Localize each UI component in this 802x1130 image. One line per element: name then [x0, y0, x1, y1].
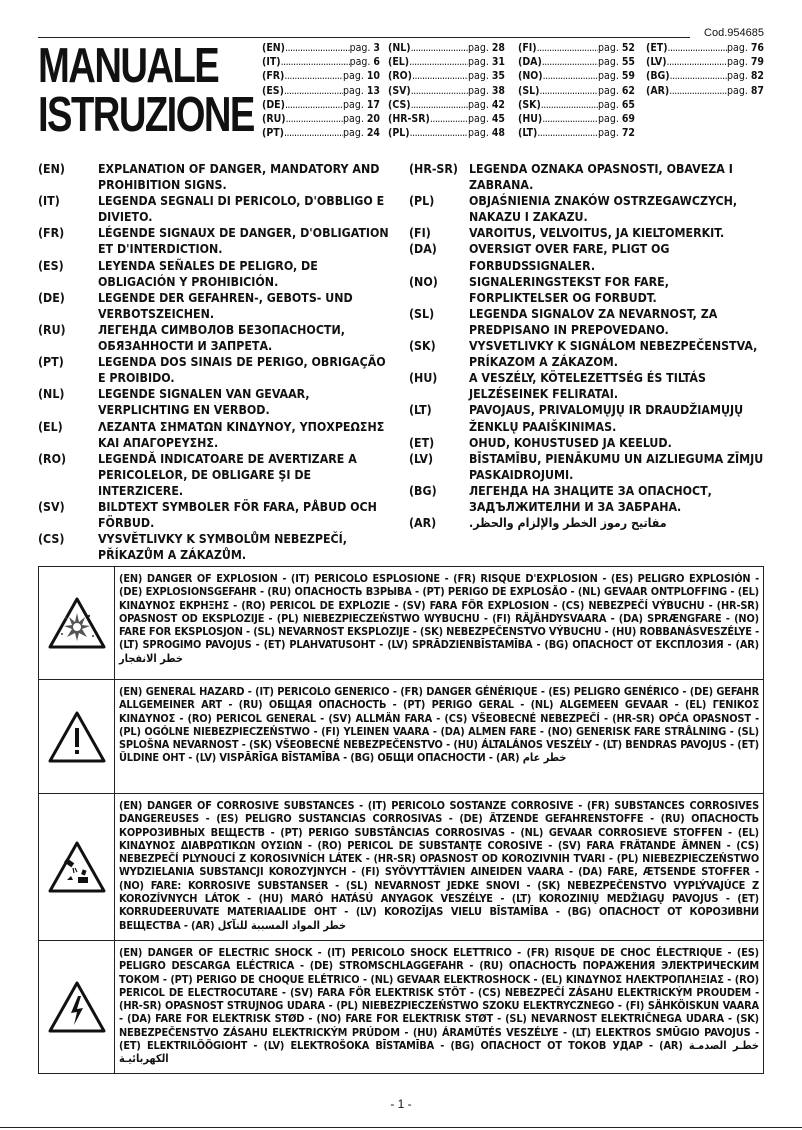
- legend-item: [409, 338, 764, 370]
- legend-text: LEGENDA SIGNALOV ZA NEVARNOST, ZA PREDPISANO IN PREPOVEDANO.: [469, 306, 718, 337]
- legend-text: A VESZÉLY, KÖTELEZETTSÉG ÉS TILTÁS JELZÉSEINEK FELIRATAI.: [469, 371, 706, 402]
- toc-language-code: (PT): [262, 127, 284, 140]
- toc-column: [646, 41, 764, 98]
- toc-entry: [518, 112, 635, 126]
- explosion-icon: [39, 567, 115, 679]
- toc-leader-dots: [542, 112, 598, 126]
- toc-page-label: pag.: [468, 113, 489, 126]
- toc-page-ref: [350, 55, 380, 69]
- legend-language-code: (FI): [409, 226, 431, 241]
- legend-language-code: (PL): [409, 194, 435, 209]
- warning-text-corrosive: (EN) DANGER OF CORROSIVE SUBSTANCES - (IT) PERICOLO SOSTANZE CORROSIVE - (FR) SUBSTANCES CORROSIVES DANGEREUSES - (ES) PELIGRO SUSTANCIAS CORROSIVAS - (DE) ÄTZENDE GEFAHRENSTOFFE - (RU) ОПАСНОСТЬ КОРРОЗИВНЫХ ВЕЩЕСТВ - (PT) PERIGO SUBSTÂNCIAS CORROSIVAS - (NL) GEVAAR CORROSIEVE STOFFEN - (EL) ΚΙΝΔΥΝΟΣ ΔΙΑΒΡΩΤΙΚΩΝ ΟΥΣΙΩΝ - (RO) PERICOL DE SUBSTANŢE COROSIVE - (SV) FARA FRÄTANDE ÄMNEN - (CS) NEBEZPEČÍ PLYNOUCÍ Z KOROSIVNÍCH LÁTEK - (HR-SR) OPASNOST OD KOROZIVNIH TVARI - (PL) NIEBEZPIECZEŃSTWO WYDZIELANIA SUBSTANCJI KOROZYJNYCH - (FI) SYÖVYTTÄVIEN AINEIDEN VAARA - (DA) FARE, ÆTSENDE STOFFER - (NO) FARE: KORROSIVE SUBSTANSER - (SL) NEVARNOST JEDKE SNOVI - (SK) NEBEZPEČENSTVO VYPLÝVAJÚCE Z KOROZÍVNYCH LÁTOK - (HU) MARÓ HATÁSÚ ANYAGOK VESZÉLYE - (LT) KOROZINIŲ MEDŽIAGŲ PAVOJUS - (ET) KORRUDEERUVATE MATERIAALIDE OHT - (LV) KOROZĪJAS VIELU BĪSTAMĪBA - (BG) ОПАСНОСТ ОТ КОРОЗИВНИ ВЕЩЕСТВА - (AR) خطر المواد المسببة للتآكل: [119, 799, 759, 932]
- toc-page-ref: [468, 112, 505, 126]
- toc-page-label: pag.: [598, 84, 619, 97]
- toc-language-code: (IT): [262, 56, 281, 69]
- toc-page-number: 24: [366, 127, 380, 140]
- toc-page-ref: [468, 69, 505, 83]
- toc-language-code: (SL): [518, 84, 540, 97]
- toc-page-number: 35: [491, 70, 505, 83]
- legend-item: [38, 531, 393, 563]
- toc-page-label: pag.: [468, 42, 489, 54]
- legend-text: PAVOJAUS, PRIVALOMŲJŲ IR DRAUDŽIAMŲJŲ ŽENKLŲ PAAIŠKINIMAS.: [469, 403, 744, 434]
- toc-page-label: pag.: [468, 84, 489, 97]
- legend-text: LEGENDA SEGNALI DI PERICOLO, D'OBBLIGO E DIVIETO.: [98, 194, 385, 225]
- toc-language-code: (BG): [646, 70, 670, 83]
- toc-language-code: (HR-SR): [388, 113, 430, 126]
- legend-language-code: (SL): [409, 306, 435, 321]
- toc-page-label: pag.: [598, 113, 619, 126]
- legend-language-code: (NL): [38, 387, 65, 402]
- legend-language-code: (HU): [409, 371, 438, 386]
- legend-text: ЛЕГЕНДА СИМВОЛОВ БЕЗОПАСНОСТИ, ОБЯЗАННОСТИ И ЗАПРЕТА.: [98, 322, 345, 354]
- warning-signs-table: [38, 566, 764, 1074]
- toc-page-label: pag.: [598, 127, 619, 140]
- toc-page-label: pag.: [727, 70, 748, 83]
- toc-entry: [518, 41, 635, 55]
- toc-page-number: 28: [491, 42, 505, 54]
- legend-item: [409, 370, 764, 402]
- toc-entry: [262, 112, 380, 126]
- legend-item: [38, 161, 393, 193]
- toc-entry: [388, 112, 505, 126]
- toc-entry: [518, 126, 635, 140]
- toc-column: [518, 41, 635, 140]
- toc-page-number: 48: [491, 127, 505, 140]
- toc-language-code: (EL): [388, 56, 410, 69]
- toc-leader-dots: [286, 112, 343, 126]
- toc-page-number: 13: [366, 84, 380, 97]
- toc-entry: [262, 126, 380, 140]
- legend-text: BILDTEXT SYMBOLER FÖR FARA, PÅBUD OCH FÖRBUD.: [98, 499, 377, 531]
- toc-page-number: 59: [621, 70, 635, 83]
- toc-entry: [262, 98, 380, 112]
- toc-entry: [388, 41, 505, 55]
- toc-leader-dots: [542, 55, 598, 69]
- toc-page-ref: [468, 98, 505, 112]
- toc-entry: [518, 98, 635, 112]
- toc-page-ref: [598, 112, 635, 126]
- legend-item: [38, 290, 393, 322]
- toc-leader-dots: [669, 84, 727, 98]
- legend-item: [38, 322, 393, 354]
- legend-text: ΛΕΖΑΝΤΑ ΣΗΜΑΤΩΝ ΚΙΝΔΥΝΟΥ, ΥΠΟΧΡΕΩΣΗΣ ΚΑΙ ΑΠΑΓΟΡΕΥΣΗΣ.: [98, 419, 385, 450]
- toc-page-label: pag.: [343, 127, 364, 140]
- legend-language-code: (BG): [409, 483, 437, 498]
- toc-page-label: pag.: [468, 56, 489, 69]
- toc-entry: [518, 84, 635, 98]
- legend-item: [38, 193, 393, 225]
- toc-language-code: (RO): [388, 70, 412, 83]
- legend-text: OVERSIGT OVER FARE, PLIGT OG FORBUDSSIGNALER.: [469, 242, 670, 273]
- toc-page-ref: [598, 98, 635, 112]
- toc-page-number: 31: [491, 56, 505, 69]
- warning-text-explosion: (EN) DANGER OF EXPLOSION - (IT) PERICOLO ESPLOSIONE - (FR) RISQUE D'EXPLOSION - (ES) PELIGRO EXPLOSIÓN - (DE) EXPLOSIONSGEFAHR - (RU) ОПАСНОСТЬ ВЗРЫВА - (PT) PERIGO DE EXPLOSÃO - (NL) GEVAAR ONTPLOFFING - (EL) ΚΙΝΔΥΝΟΣ ΕΚΡΗΞΗΣ - (RO) PERICOL DE EXPLOZIE - (SV) FARA FÖR EXPLOSION - (CS) NEBEZPEČÍ VÝBUCHU - (HR-SR) OPASNOST OD EKSPLOZIJE - (PL) NIEBEZPIECZEŃSTWO WYBUCHU - (FI) RÄJÄHDYSVAARA - (DA) SPRÆNGFARE - (NO) FARE FOR EKSPLOSJON - (SL) NEVARNOST EKSPLOZIJE - (SK) NEBEZPEČENSTVO VÝBUCHU - (HU) ROBBANÁSVESZÉLYE - (LT) SPROGIMO PAVOJUS - (ET) PLAHVATUSOHT - (LV) SPRĀDZIENBĪSTAMĪBA - (BG) ОПАСНОСТ ОТ ЕКСПЛОЗИЯ - (AR) خطر الانفجار: [119, 572, 759, 665]
- toc-page-label: pag.: [468, 98, 489, 111]
- legend-text: LÉGENDE SIGNAUX DE DANGER, D'OBLIGATION ET D'INTERDICTION.: [98, 226, 389, 257]
- legend-item: [38, 225, 393, 257]
- legend-language-code: (DA): [409, 242, 437, 257]
- toc-page-number: 20: [366, 113, 380, 126]
- legend-language-code: (ET): [409, 435, 435, 450]
- toc-entry: [262, 55, 380, 69]
- toc-language-code: (DA): [518, 56, 542, 69]
- legend-text: EXPLANATION OF DANGER, MANDATORY AND PROHIBITION SIGNS.: [98, 162, 380, 193]
- toc-page-number: 3: [373, 42, 380, 54]
- toc-page-number: 72: [621, 127, 635, 140]
- title-line-2: ISTRUZIONE: [38, 88, 254, 142]
- toc-language-code: (PL): [388, 127, 410, 140]
- toc-page-number: 55: [621, 56, 635, 69]
- toc-leader-dots: [430, 112, 468, 126]
- toc-page-number: 69: [621, 113, 635, 126]
- legend-text: BĪSTAMĪBU, PIENĀKUMU UN AIZLIEGUMA ZĪMJU PASKAIDROJUMI.: [469, 451, 764, 482]
- toc-leader-dots: [668, 41, 728, 55]
- toc-page-number: 82: [750, 70, 764, 83]
- toc-leader-dots: [285, 98, 343, 112]
- toc-entry: [388, 126, 505, 140]
- toc-leader-dots: [411, 84, 468, 98]
- toc-page-label: pag.: [727, 56, 748, 69]
- toc-page-label: pag.: [343, 84, 364, 97]
- toc-leader-dots: [284, 84, 343, 98]
- legend-item: [38, 451, 393, 499]
- toc-language-code: (DE): [262, 98, 285, 111]
- toc-page-number: 65: [621, 98, 635, 111]
- legend-language-code: (DE): [38, 290, 65, 305]
- product-code: Cod.954685: [704, 27, 764, 39]
- legend-language-code: (ES): [38, 258, 64, 273]
- toc-page-ref: [343, 98, 380, 112]
- toc-page-label: pag.: [343, 98, 364, 111]
- legend-text: VAROITUS, VELVOITUS, JA KIELTOMERKIT.: [469, 226, 725, 241]
- toc-leader-dots: [412, 69, 468, 83]
- toc-language-code: (CS): [388, 98, 411, 111]
- legend-item: [409, 274, 764, 306]
- toc-page-number: 42: [491, 98, 505, 111]
- legend-language-code: (EL): [38, 419, 63, 434]
- legend-item: [409, 161, 764, 193]
- toc-page-label: pag.: [727, 84, 748, 97]
- legend-item: [409, 402, 764, 434]
- legend-text: مفاتيح رموز الخطر والإلزام والحظر.: [469, 516, 667, 531]
- toc-page-number: 79: [750, 56, 764, 69]
- toc-page-ref: [598, 41, 635, 55]
- toc-page-label: pag.: [598, 42, 619, 54]
- toc-page-number: 6: [373, 56, 380, 69]
- toc-entry: [646, 84, 764, 98]
- toc-language-code: (NL): [388, 42, 411, 54]
- toc-entry: [262, 41, 380, 55]
- legend-text: LEYENDA SEÑALES DE PELIGRO, DE OBLIGACIÓN Y PROHIBICIÓN.: [98, 258, 318, 289]
- toc-page-ref: [343, 84, 380, 98]
- toc-page-ref: [727, 55, 764, 69]
- toc-page-number: 52: [621, 42, 635, 54]
- toc-entry: [388, 98, 505, 112]
- toc-page-number: 76: [750, 42, 764, 54]
- toc-leader-dots: [537, 41, 598, 55]
- toc-leader-dots: [539, 84, 598, 98]
- toc-page-label: pag.: [727, 42, 748, 54]
- toc-page-label: pag.: [468, 70, 489, 83]
- legend-item: [38, 419, 393, 451]
- toc-language-code: (RU): [262, 113, 286, 126]
- toc-entry: [388, 55, 505, 69]
- legend-language-code: (FR): [38, 226, 65, 241]
- title-line-1: MANUALE: [38, 39, 219, 93]
- legend-text: LEGENDE SIGNALEN VAN GEVAAR, VERPLICHTING EN VERBOD.: [98, 387, 310, 418]
- legend-language-code: (AR): [409, 516, 437, 531]
- toc-entry: [262, 84, 380, 98]
- legend-item: [38, 499, 393, 531]
- toc-page-ref: [727, 84, 764, 98]
- toc-page-label: pag.: [349, 56, 371, 69]
- legend-language-code: (IT): [38, 194, 60, 209]
- toc-language-code: (SV): [388, 84, 411, 97]
- legend-text: SIGNALERINGSTEKST FOR FARE, FORPLIKTELSER OG FORBUDT.: [469, 274, 669, 305]
- toc-language-code: (HU): [518, 113, 543, 126]
- toc-page-ref: [727, 41, 764, 55]
- legend-language-code: (LV): [409, 451, 434, 466]
- legend-item: [38, 354, 393, 386]
- toc-entry: [388, 69, 505, 83]
- toc-page-ref: [727, 69, 764, 83]
- legend-item: [38, 258, 393, 290]
- toc-leader-dots: [543, 69, 598, 83]
- toc-page-ref: [343, 69, 380, 83]
- toc-language-code: (LV): [646, 56, 667, 69]
- toc-page-label: pag.: [468, 127, 489, 140]
- toc-language-code: (AR): [646, 84, 670, 97]
- toc-page-ref: [468, 55, 505, 69]
- toc-language-code: (ET): [646, 42, 668, 54]
- toc-entry: [518, 55, 635, 69]
- toc-language-code: (SK): [518, 98, 541, 111]
- legend-item: [409, 193, 764, 225]
- legend-item: [38, 386, 393, 418]
- legend-item: [409, 483, 764, 515]
- toc-leader-dots: [411, 41, 468, 55]
- toc-leader-dots: [285, 41, 350, 55]
- toc-leader-dots: [537, 126, 598, 140]
- legend-left-column: [38, 161, 393, 563]
- toc-column: [388, 41, 505, 140]
- warning-text-electric: (EN) DANGER OF ELECTRIC SHOCK - (IT) PERICOLO SHOCK ELETTRICO - (FR) RISQUE DE CHOC ÉLECTRIQUE - (ES) PELIGRO DESCARGA ELÉCTRICA - (DE) STROMSCHLAGGEFAHR - (RU) ОПАСНОСТЬ ПОРАЖЕНИЯ ЭЛЕКТРИЧЕСКИМ ТОКОМ - (PT) PERIGO DE CHOQUE ELÉTRICO - (NL) GEVAAR ELEKTROSHOCK - (EL) ΚΙΝΔΥΝΟΣ ΗΛΕΚΤΡΟΠΛΗΞΙΑΣ - (RO) PERICOL DE ELECTROCUTARE - (SV) FARA FÖR ELEKTRISK STÖT - (CS) NEBEZPEČÍ ZÁSAHU ELEKTRICKÝM PROUDEM - (HR-SR) OPASNOST STRUJNOG UDARA - (PL) NIEBEZPIECZEŃSTWO SZOKU ELEKTRYCZNEGO - (FI) SÄHKÖISKUN VAARA - (DA) FARE FOR ELEKTRISK STØD - (NO) FARE FOR ELEKTRISK STØT - (SL) NEVARNOST ELEKTRIČNEGA UDARA - (SK) NEBEZPEČENSTVO ZÁSAHU ELEKTRICKÝM PRÚDOM - (HU) ÁRAMÜTÉS VESZÉLYE - (LT) ELEKTROS SMŪGIO PAVOJUS - (ET) ELEKTRILÖÖGIOHT - (LV) ELEKTROŠOKA BĪSTAMĪBA - (BG) ОПАСНОСТ ОТ ТОКОВ УДАР - (AR) خطـر الصدمـة الكهربائيـة: [119, 946, 759, 1066]
- warning-row-electric: [39, 941, 763, 1073]
- warning-row-corrosive: [39, 794, 763, 941]
- legend-text: LEGENDE DER GEFAHREN-, GEBOTS- UND VERBOTSZEICHEN.: [98, 290, 353, 321]
- legend-language-code: (RO): [38, 451, 67, 466]
- legend-language-code: (CS): [38, 532, 65, 547]
- toc-leader-dots: [281, 55, 350, 69]
- toc-page-number: 10: [366, 70, 380, 83]
- toc-leader-dots: [409, 55, 468, 69]
- toc-entry: [262, 69, 380, 83]
- corrosive-icon: [39, 794, 115, 940]
- toc-page-label: pag.: [343, 113, 364, 126]
- toc-page-number: 45: [491, 113, 505, 126]
- toc-leader-dots: [410, 126, 468, 140]
- legend-right-column: [409, 161, 764, 531]
- toc-page-ref: [598, 126, 635, 140]
- toc-page-number: 38: [491, 84, 505, 97]
- electric-shock-icon: [39, 941, 115, 1073]
- toc-language-code: (LT): [518, 127, 538, 140]
- toc-entry: [646, 55, 764, 69]
- toc-entry: [646, 69, 764, 83]
- legend-item: [409, 241, 764, 273]
- toc-language-code: (NO): [518, 70, 543, 83]
- toc-page-label: pag.: [598, 56, 619, 69]
- toc-page-ref: [468, 41, 505, 55]
- toc-page-ref: [598, 69, 635, 83]
- legend-item: [409, 451, 764, 483]
- legend-text: LEGENDĂ INDICATOARE DE AVERTIZARE A PERICOLELOR, DE OBLIGARE ŞI DE INTERZICERE.: [98, 451, 357, 498]
- toc-column: [262, 41, 380, 140]
- bottom-edge-rule: [0, 1127, 802, 1128]
- legend-text: VYSVĚTLIVKY K SYMBOLŮM NEBEZPEČÍ, PŘÍKAZŮM A ZÁKAZŮM.: [98, 532, 347, 563]
- toc-page-number: 87: [750, 84, 764, 97]
- toc-page-label: pag.: [598, 98, 619, 111]
- legend-item: [409, 435, 764, 451]
- toc-leader-dots: [284, 69, 343, 83]
- legend-language-code: (EN): [38, 162, 65, 176]
- toc-leader-dots: [541, 98, 598, 112]
- toc-entry: [646, 41, 764, 55]
- toc-page-ref: [598, 84, 635, 98]
- manual-title: [38, 39, 254, 142]
- toc-language-code: (FI): [518, 42, 537, 54]
- legend-text: LEGENDA OZNAKA OPASNOSTI, OBAVEZA I ZABRANA.: [469, 162, 733, 193]
- toc-page-label: pag.: [343, 70, 364, 83]
- legend-text: ЛЕГЕНДА НА ЗНАЦИТЕ ЗА ОПАСНОСТ, ЗАДЪЛЖИТЕЛНИ И ЗА ЗАБРАНА.: [469, 483, 712, 514]
- warning-row-explosion: [39, 567, 763, 680]
- page-number: - 1 -: [390, 1097, 412, 1111]
- toc-leader-dots: [411, 98, 468, 112]
- warning-text-general: (EN) GENERAL HAZARD - (IT) PERICOLO GENERICO - (FR) DANGER GÉNÉRIQUE - (ES) PELIGRO GENÉRICO - (DE) GEFAHR ALLGEMEINER ART - (RU) ОБЩАЯ ОПАСНОСТЬ - (PT) PERIGO GERAL - (NL) ALGEMEEN GEVAAR - (EL) ΓΕΝΙΚΟΣ ΚΙΝΔΥΝΟΣ - (RO) PERICOL GENERAL - (SV) ALLMÄN FARA - (CS) VŠEOBECNÉ NEBEZPEČÍ - (HR-SR) OPĆA OPASNOST - (PL) OGÓLNE NIEBEZPIECZEŃSTWO - (FI) YLEINEN VAARA - (DA) ALMEN FARE - (NO) GENERISK FARE STRÅLNING - (SL) SPLOŠNA NEVARNOST - (SK) VŠEOBECNÉ NEBEZPEČENSTVO - (HU) ÁLTALÁNOS VESZÉLY - (LT) BENDRAS PAVOJUS - (ET) ÜLDINE OHT - (LV) VISPĀRĪGA BĪSTAMĪBA - (BG) ОБЩИ ОПАСНОСТИ - (AR) خطر عام: [119, 685, 759, 765]
- toc-language-code: (FR): [262, 70, 285, 83]
- toc-entry: [388, 84, 505, 98]
- toc-page-number: 62: [621, 84, 635, 97]
- legend-text: LEGENDA DOS SINAIS DE PERIGO, OBRIGAÇÃO E PROIBIDO.: [98, 355, 386, 386]
- legend-language-code: (LT): [409, 403, 432, 418]
- header-rule: [38, 37, 690, 38]
- legend-text: OHUD, KOHUSTUSED JA KEELUD.: [469, 435, 672, 450]
- legend-item: [409, 306, 764, 338]
- toc-language-code: (ES): [262, 84, 284, 97]
- toc-page-ref: [598, 55, 635, 69]
- toc-page-label: pag.: [598, 70, 619, 83]
- general-hazard-icon: [39, 680, 115, 793]
- toc-page-ref: [350, 41, 380, 55]
- toc-leader-dots: [670, 69, 727, 83]
- toc-page-label: pag.: [349, 42, 371, 54]
- legend-language-code: (RU): [38, 322, 66, 337]
- legend-text: OBJAŚNIENIA ZNAKÓW OSTRZEGAWCZYCH, NAKAZU I ZAKAZU.: [469, 194, 738, 225]
- legend-language-code: (PT): [38, 355, 64, 370]
- toc-leader-dots: [284, 126, 343, 140]
- warning-row-general: [39, 680, 763, 794]
- legend-text: VYSVETLIVKY K SIGNÁLOM NEBEZPEČENSTVA, PRÍKAZOM A ZÁKAZOM.: [469, 339, 758, 370]
- toc-page-number: 17: [366, 98, 380, 111]
- legend-language-code: (NO): [409, 274, 438, 289]
- toc-leader-dots: [667, 55, 728, 69]
- legend-language-code: (SK): [409, 339, 436, 354]
- toc-page-ref: [343, 126, 380, 140]
- legend-language-code: (HR-SR): [409, 162, 458, 176]
- toc-entry: [518, 69, 635, 83]
- toc-page-ref: [343, 112, 380, 126]
- toc-language-code: (EN): [262, 42, 285, 54]
- legend-language-code: (SV): [38, 499, 65, 514]
- toc-page-ref: [468, 126, 505, 140]
- toc-page-ref: [468, 84, 505, 98]
- legend-item: [409, 515, 764, 531]
- legend-item: [409, 225, 764, 241]
